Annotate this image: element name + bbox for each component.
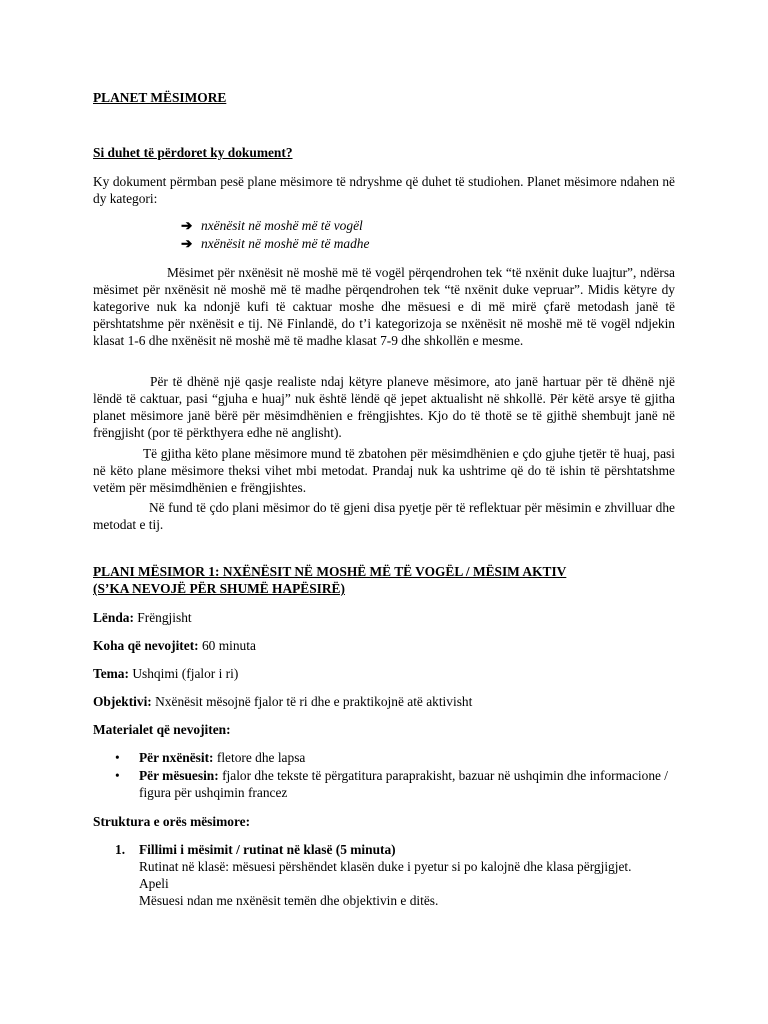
plan1-heading (93, 563, 675, 597)
body-paragraph: Mësimet për nxënësit në moshë më të vogël përqendrohen tek “të nxënit duke luajtur”, ndërsa mësimet për nxënësit në moshë më të madhe përqendrohen tek “të nxënit duke vepruar”. Midis këtyre dy kategorive nuk ka ndonjë kufi të caktuar moshe dhe mësuesi e di më mirë çfarë metodash janë të përshtatshme për nxënësit e tij. Në Finlandë, do t’i kategorizoja se nxënësit në moshë më të vogël ndjekin klasat 1-6 dhe nxënësit në moshë më të madhe klasat 7-9 dhe shkollën e mesme. (93, 265, 675, 348)
step-line: Apeli (139, 876, 169, 891)
time-label: Koha që nevojitet: (93, 638, 199, 653)
category-label: nxënësit në moshë më të madhe (201, 236, 370, 251)
topic-value: Ushqimi (fjalor i ri) (132, 666, 239, 681)
plan1-heading-line2: (S’KA NEVOJË PËR SHUMË HAPËSIRË) (93, 581, 345, 596)
step-title: Fillimi i mësimit / rutinat në klasë (5 minuta) (139, 842, 396, 857)
category-item (181, 235, 369, 252)
plan1-subject (93, 609, 675, 626)
objective-label: Objektivi: (93, 694, 152, 709)
category-item (181, 217, 363, 234)
subject-label: Lënda: (93, 610, 134, 625)
plan1-topic (93, 665, 675, 682)
subject-value: Frëngjisht (137, 610, 192, 625)
material-text: fletore dhe lapsa (216, 750, 306, 765)
step-number: 1. (115, 842, 126, 857)
plan1-time (93, 637, 675, 654)
topic-label: Tema: (93, 666, 129, 681)
body-paragraph: Për të dhënë një qasje realiste ndaj këtyre planeve mësimore, ato janë hartuar për të dhënë një lëndë të caktuar, pasi “gjuha e huaj” nuk është lëndë që jepet aktualisht në shkollë. Për këtë arsye të gjitha planet mësimore janë bërë për mësimdhënien e frëngjishtes. Kjo do të thotë se të gjithë shembujt janë në frëngjisht (por të përkthyera edhe në anglisht). (93, 374, 675, 440)
intro-paragraph: Ky dokument përmban pesë plane mësimore të ndryshme që duhet të studiohen. Planet mësimore ndahen në dy kategori: (93, 174, 675, 206)
plan1-objective (93, 693, 675, 710)
bullet-icon: • (115, 750, 120, 765)
list-item (93, 767, 675, 803)
step-line: Rutinat në klasë: mësuesi përshëndet klasën duke i pyetur si po kalojnë dhe klasa përgjigjet. (139, 859, 632, 874)
material-label: Për nxënësit: (139, 750, 214, 765)
arrow-right-icon: ➔ (181, 218, 193, 233)
intro-heading: Si duhet të përdoret ky dokument? (93, 145, 293, 160)
plan1-heading-line1: PLANI MËSIMOR 1: NXËNËSIT NË MOSHË MË TË VOGËL / MËSIM AKTIV (93, 564, 567, 579)
body-paragraph: Në fund të çdo plani mësimor do të gjeni disa pyetje për të reflektuar për mësimin e zhvilluar dhe metodat e tij. (93, 500, 675, 532)
material-text: fjalor dhe tekste të përgatitura paraprakisht, bazuar në ushqimin dhe informacione / figura për ushqimin francez (139, 768, 669, 800)
step-line: Mësuesi ndan me nxënësit temën dhe objektivin e ditës. (139, 893, 439, 908)
category-label: nxënësit në moshë më të vogël (201, 218, 363, 233)
bullet-icon: • (115, 768, 120, 783)
material-label: Për mësuesin: (139, 768, 219, 783)
list-item (93, 749, 675, 767)
structure-heading: Struktura e orës mësimore: (93, 814, 251, 829)
lesson-step (93, 841, 675, 931)
materials-heading: Materialet që nevojiten: (93, 722, 231, 737)
arrow-right-icon: ➔ (181, 236, 193, 251)
time-value: 60 minuta (201, 638, 256, 653)
body-paragraph: Të gjitha këto plane mësimore mund të zbatohen për mësimdhënien e çdo gjuhe tjetër të huaj, pasi në këto plane mësimore theksi vihet mbi metodat. Prandaj nuk ka ushtrime që do të ishin të përshtatshme vetëm për mësimdhënien e frëngjishtes. (93, 446, 675, 495)
objective-value: Nxënësit mësojnë fjalor të ri dhe e praktikojnë atë aktivisht (155, 694, 473, 709)
document-title: PLANET MËSIMORE (93, 90, 227, 105)
